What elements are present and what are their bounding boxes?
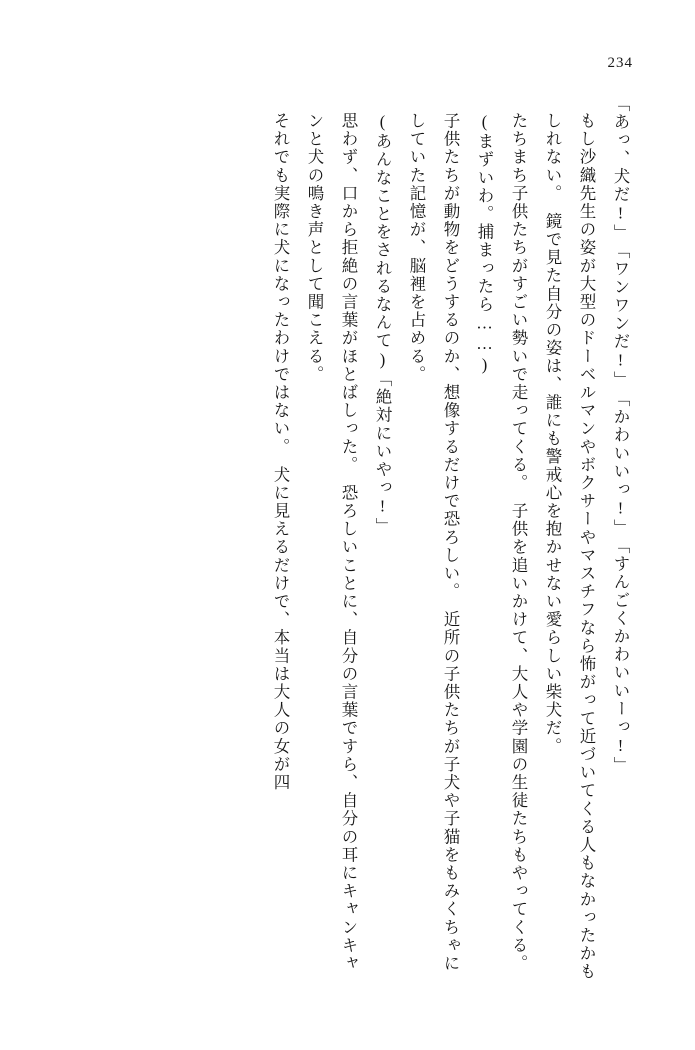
page-number: 234 — [607, 55, 633, 71]
paragraph: (あんなことをされるなんて) — [373, 112, 392, 371]
page-text-body — [52, 95, 637, 990]
paragraph: もし沙織先生の姿が大型のドーベルマンやボクサーやマスチフなら怖がって近づいてくる人もなかったかもしれない。 鏡で見た自分の姿は、誰にも警戒心を抱かせない愛らしい柴犬だ。 — [543, 112, 596, 981]
paragraph: たちまち子供たちがすごい勢いで走ってくる。 子供を追いかけて、大人や学園の生徒たちもやってくる。 — [509, 112, 528, 973]
paragraph: 子供たちが動物をどうするのか、想像するだけで恐ろしい。 近所の子供たちが子犬や子猫をもみくちゃにしていた記憶が、脳裡を占める。 — [407, 112, 460, 973]
paragraph: 「絶対にいやっ!」 — [373, 370, 392, 536]
paragraph: 「すんごくかわいいーっ!」 — [611, 536, 630, 775]
paragraph: 「あっ、犬だ!」 — [611, 95, 630, 243]
paragraph: 「かわいいっ!」 — [611, 389, 630, 537]
paragraph: それでも実際に犬になったわけではない。 犬に見えるだけで、本当は大人の女が四 — [271, 112, 290, 792]
paragraph: (まずいわ。捕まったら……) — [475, 112, 494, 376]
paragraph: 「ワンワンだ!」 — [611, 242, 630, 390]
paragraph: 思わず、口から拒絶の言葉がほとばしった。 恐ろしいことに、自分の言葉ですら、自分の耳にキャンキャンと犬の鳴き声として聞こえる。 — [305, 112, 358, 973]
